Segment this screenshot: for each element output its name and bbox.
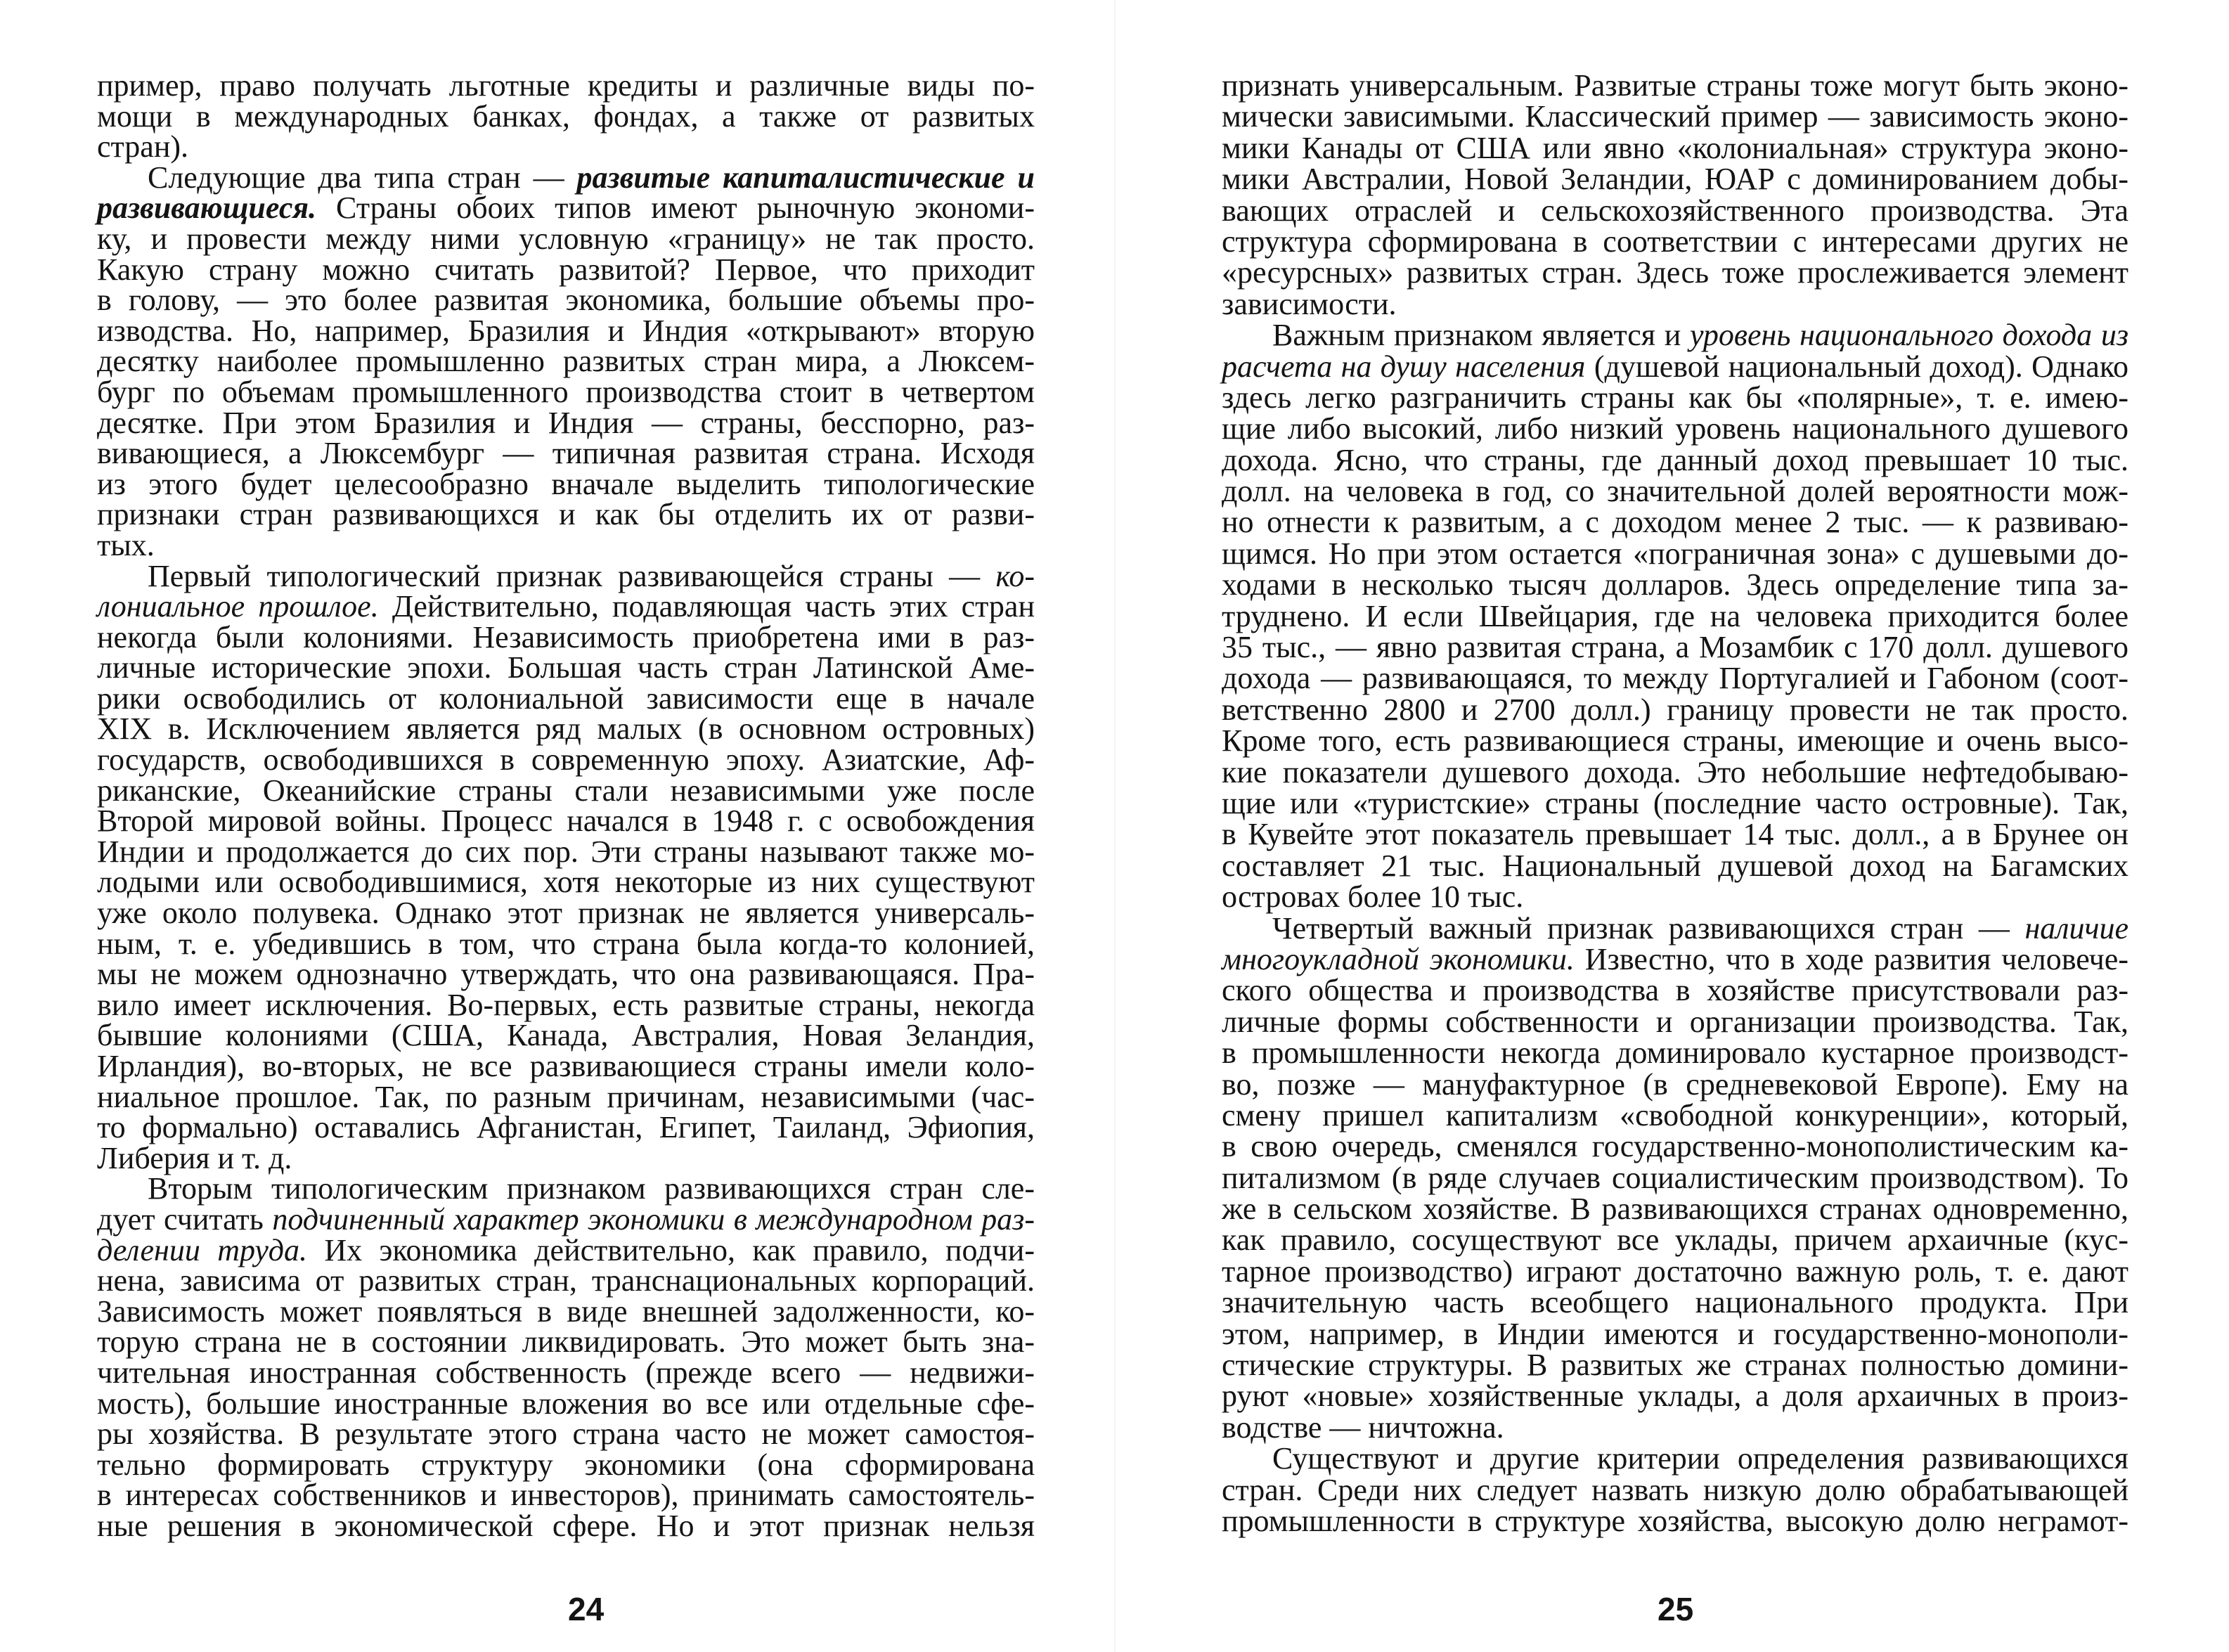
- text-line: 35 тыс., — явно развитая страна, а Мозамбик с 170 долл. душевого: [1222, 630, 2128, 665]
- text-line: дохода. Ясно, что страны, где данный доход превышает 10 тыс.: [1222, 442, 2128, 477]
- text-line: структура сформирована в соответствии с интересами других не: [1222, 224, 2128, 259]
- text-line: водстве — ничтожна.: [1222, 1409, 1504, 1445]
- text-line: стические структуры. В развитых же странах полностью домини-: [1222, 1348, 2128, 1383]
- text-line: XIX в. Исключением является ряд малых (в основном островных): [97, 711, 1035, 747]
- text-line: щимся. Но при этом остается «пограничная зона» с душевыми до-: [1222, 536, 2128, 571]
- text-line: вило имеет исключения. Во-первых, есть развитые страны, некогда: [97, 987, 1035, 1022]
- text-line: этом, например, в Индии имеются и государственно-монополи-: [1222, 1316, 2128, 1351]
- text-line: руют «новые» хозяйственные уклады, а доля архаичных в произ-: [1222, 1379, 2128, 1414]
- text-line: ского общества и производства в хозяйстве присутствовали раз-: [1222, 973, 2128, 1008]
- text-line: тых.: [97, 527, 155, 562]
- emphasized-text: лониальное прошлое.: [97, 589, 379, 624]
- text-line: ку, и провести между ними условную «границу» не так просто.: [97, 221, 1035, 256]
- text-segment: Действительно, подавляющая часть этих стран: [378, 589, 1035, 624]
- text-line: в интересах собственников и инвесторов), принимать самостоятель-: [97, 1478, 1035, 1513]
- emphasized-text: многоукладной экономики.: [1222, 941, 1575, 976]
- text-line: долл. на человека в год, со значительной долей вероятности мож-: [1222, 474, 2128, 509]
- text-line: в голову, — это более развитая экономика, большие объемы про-: [97, 283, 1035, 318]
- text-line: чительная иностранная собственность (прежде всего — недвижи-: [97, 1355, 1035, 1390]
- text-line: бывшие колониями (США, Канада, Австралия, Новая Зеландия,: [97, 1018, 1035, 1053]
- book-gutter: [1114, 0, 1116, 1652]
- text-line: Индии и продолжается до сих пор. Эти страны называют также мо-: [97, 834, 1035, 869]
- text-line: [97, 162, 1035, 193]
- text-line: [97, 1232, 1035, 1267]
- emphasized-text: развитые капиталистические и: [576, 160, 1035, 195]
- emphasized-text: уровень национального дохода из: [1689, 318, 2129, 353]
- text-line: во, позже — мануфактурное (в средневековой Европе). Ему на: [1222, 1066, 2128, 1102]
- text-line: [1222, 941, 2128, 976]
- text-line: уже около полувека. Однако этот признак не является универсаль-: [97, 896, 1035, 931]
- page-left-text: [97, 70, 1035, 1542]
- text-line: мы не можем однозначно утверждать, что она развивающаяся. Пра-: [97, 957, 1035, 992]
- text-line: «ресурсных» развитых стран. Здесь тоже прослеживается элемент: [1222, 255, 2128, 290]
- text-line: риканские, Океанийские страны стали независимыми уже после: [97, 773, 1035, 808]
- text-line: тарное производство) играют достаточно важную роль, т. е. дают: [1222, 1253, 2128, 1289]
- text-segment: Следующие два типа стран —: [148, 160, 577, 195]
- text-line: [1222, 320, 2128, 351]
- text-line: вающих отраслей и сельскохозяйственного производства. Эта: [1222, 193, 2128, 228]
- text-line: мощи в международных банках, фондах, а также от развитых: [97, 98, 1035, 134]
- text-line: некогда были колониями. Независимость приобретена ими в раз-: [97, 619, 1035, 654]
- text-line: [97, 1201, 1035, 1237]
- text-segment: Четвертый важный признак развивающихся стран —: [1272, 910, 2025, 946]
- emphasized-text: расчета на душу населения: [1222, 349, 1586, 384]
- text-line: мость), большие иностранные вложения во все или отдельные сфе-: [97, 1386, 1035, 1421]
- text-line: [97, 193, 1035, 224]
- text-line: составляет 21 тыс. Национальный душевой доход на Багамских: [1222, 848, 2128, 883]
- text-line: кие показатели душевого дохода. Это небольшие нефтедобываю-: [1222, 754, 2128, 789]
- text-line: то формально) оставались Афганистан, Египет, Таиланд, Эфиопия,: [97, 1110, 1035, 1145]
- text-line: в свою очередь, сменялся государственно-монополистическим ка-: [1222, 1129, 2128, 1164]
- text-line: из этого будет целесообразно вначале выделить типологические: [97, 466, 1035, 501]
- text-line: Вторым типологическим признаком развивающихся стран сле-: [148, 1171, 1035, 1206]
- text-line: Существуют и другие критерии определения развивающихся: [1272, 1441, 2128, 1476]
- text-line: нена, зависима от развитых стран, транснациональных корпораций.: [97, 1263, 1035, 1298]
- text-segment: Важным признаком является и: [1272, 318, 1690, 353]
- text-line: десятке. При этом Бразилия и Индия — страны, бесспорно, раз-: [97, 405, 1035, 440]
- text-line: щие или «туристские» страны (последние часто островные). Так,: [1222, 785, 2128, 820]
- text-line: Ирландия), во-вторых, не все развивающиеся страны имели коло-: [97, 1049, 1035, 1083]
- text-line: признать универсальным. Развитые страны тоже могут быть эконо-: [1222, 68, 2128, 103]
- text-line: рики освободились от колониальной зависимости еще в начале: [97, 680, 1035, 716]
- text-line: щие либо высокий, либо низкий уровень национального душевого: [1222, 411, 2128, 446]
- text-line: признаки стран развивающихся и как бы отделить их от разви-: [97, 497, 1035, 532]
- text-line: Какую страну можно считать развитой? Первое, что приходит: [97, 252, 1035, 287]
- text-line: Второй мировой войны. Процесс начался в 1948 г. с освобождения: [97, 804, 1035, 839]
- text-line: мически зависимыми. Классический пример — зависимость эконо-: [1222, 99, 2128, 134]
- text-line: ные решения в экономической сфере. Но и этот признак нельзя: [97, 1508, 1035, 1543]
- page-number-left: 24: [568, 1591, 605, 1627]
- text-line: значительную часть всеобщего национального продукта. При: [1222, 1285, 2128, 1320]
- text-line: [1222, 351, 2128, 382]
- emphasized-text: ко-: [995, 558, 1035, 593]
- text-line: бург по объемам промышленного производства стоит в четвертом: [97, 374, 1035, 409]
- text-line: труднено. И если Швейцария, где на человека приходится более: [1222, 598, 2128, 633]
- text-line: пример, право получать льготные кредиты и различные виды по-: [97, 68, 1035, 103]
- text-line: лодыми или освободившимися, хотя некоторые из них существуют: [97, 865, 1035, 900]
- text-segment: Их экономика действительно, как правило, подчи-: [307, 1232, 1035, 1267]
- page-number-right: 25: [1658, 1591, 1694, 1627]
- text-line: ным, т. е. убедившись в том, что страна была когда-то колонией,: [97, 926, 1035, 961]
- text-line: Либерия и т. д.: [97, 1140, 292, 1175]
- text-line: стран. Среди них следует назвать низкую долю обрабатывающей: [1222, 1472, 2128, 1507]
- text-line: ры хозяйства. В результате этого страна часто не может самостоя-: [97, 1417, 1035, 1452]
- text-line: торую страна не в состоянии ликвидировать. Это может быть зна-: [97, 1324, 1035, 1360]
- text-line: вивающиеся, а Люксембург — типичная развитая страна. Исходя: [97, 436, 1035, 471]
- text-segment: Страны обоих типов имеют рыночную экономи-: [316, 191, 1035, 226]
- text-line: ниальное прошлое. Так, по разным причинам, независимыми (час-: [97, 1079, 1035, 1114]
- text-segment: дует считать: [97, 1201, 273, 1237]
- text-line: личные исторические эпохи. Большая часть стран Латинской Аме-: [97, 650, 1035, 685]
- text-segment: Известно, что в ходе развития человече-: [1574, 941, 2128, 976]
- emphasized-text: развивающиеся.: [97, 191, 317, 226]
- text-line: Зависимость может появляться в виде внешней задолженности, ко-: [97, 1293, 1035, 1329]
- text-line: [1222, 910, 2128, 946]
- text-line: в Кувейте этот показатель превышает 14 тыс. долл., а в Брунее он: [1222, 817, 2128, 852]
- text-line: стран).: [97, 129, 189, 164]
- text-line: в промышленности некогда доминировало кустарное производст-: [1222, 1035, 2128, 1071]
- text-line: тельно формировать структуру экономики (она сформирована: [97, 1447, 1035, 1482]
- text-line: [97, 558, 1035, 593]
- text-line: изводства. Но, например, Бразилия и Индия «открывают» вторую: [97, 313, 1035, 348]
- text-line: зависимости.: [1222, 286, 1397, 321]
- text-line: мики Австралии, Новой Зеландии, ЮАР с доминированием добы-: [1222, 162, 2128, 197]
- text-line: же в сельском хозяйстве. В развивающихся странах одновременно,: [1222, 1192, 2128, 1227]
- text-line: [97, 591, 1035, 622]
- text-line: промышленности в структуре хозяйства, высокую долю неграмот-: [1222, 1503, 2128, 1538]
- text-line: как правило, сосуществуют все уклады, причем архаичные (кус-: [1222, 1222, 2128, 1258]
- emphasized-text: наличие: [2024, 910, 2128, 946]
- text-line: Кроме того, есть развивающиеся страны, имеющие и очень высо-: [1222, 723, 2128, 759]
- text-line: здесь легко разграничить страны как бы «полярные», т. е. имею-: [1222, 380, 2128, 415]
- page-right-text: [1222, 70, 2128, 1537]
- text-line: ходами в несколько тысяч долларов. Здесь определение типа за-: [1222, 567, 2128, 602]
- text-segment: Первый типологический признак развивающейся страны —: [148, 558, 996, 593]
- text-line: островах более 10 тыс.: [1222, 879, 1524, 915]
- emphasized-text: делении труда.: [97, 1232, 308, 1267]
- text-segment: (душевой национальный доход). Однако: [1585, 349, 2128, 384]
- text-line: десятку наиболее промышленно развитых стран мира, а Люксем-: [97, 344, 1035, 379]
- text-line: ветственно 2800 и 2700 долл.) границу провести не так просто.: [1222, 692, 2128, 727]
- text-line: но отнести к развитым, а с доходом менее 2 тыс. — к развиваю-: [1222, 505, 2128, 540]
- text-line: государств, освободившихся в современную эпоху. Азиатские, Аф-: [97, 742, 1035, 777]
- emphasized-text: подчиненный характер экономики в международном раз-: [272, 1201, 1035, 1237]
- text-line: мики Канады от США или явно «колониальная» структура эконо-: [1222, 130, 2128, 165]
- text-line: личные формы собственности и организации производства. Так,: [1222, 1004, 2128, 1039]
- text-line: питализмом (в ряде случаев социалистическим производством). То: [1222, 1160, 2128, 1195]
- text-line: дохода — развивающаяся, то между Португалией и Габоном (соот-: [1222, 661, 2128, 696]
- text-line: смену пришел капитализм «свободной конкуренции», который,: [1222, 1097, 2128, 1132]
